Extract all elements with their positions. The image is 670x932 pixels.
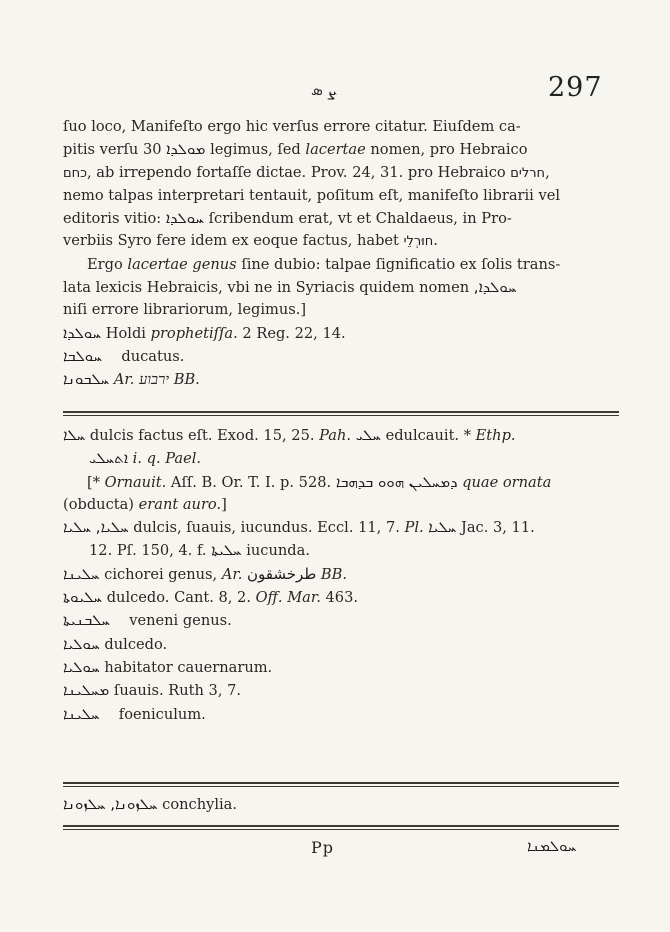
syriac-word: ܚܘܠܕܐ bbox=[165, 209, 204, 228]
note-paragraph: [* Ornauit. Aſſ. B. Or. T. I. p. 528. ܕܡܚܠܝܢ ܗܘܘ ܒܕܗܒܐ quae ornata (obducta) erant auro.] bbox=[63, 472, 552, 513]
catchword: ܚܘܠܡܢܐ bbox=[527, 837, 577, 855]
running-head-mark: ܨ ܣ bbox=[311, 81, 338, 99]
dictionary-entry: ܚܠܝܐ, ܚܠܝܐ dulcis, ſuauis, iucundus. Eccl. 11, 7. Pl. ܚܠܝܐ Jac. 3, 11. 12. Pſ. 150, 4. f. ܚܠܝܬܐ iucunda. bbox=[63, 518, 535, 560]
dictionary-entry: ܚܘܠܝܐ dulcedo. bbox=[63, 634, 168, 653]
dictionary-entry: ܚܘܠܝܐ habitator cauernarum. bbox=[63, 657, 273, 676]
section-one bbox=[63, 116, 623, 392]
dictionary-entry: ܚܘܠܕܐ Holdi prophetiſſa. 2 Reg. 22, 14. bbox=[63, 323, 346, 342]
dictionary-entry: ܚܠܐ dulcis factus eſt. Exod. 15, 25. Pah. ܚܠܝ edulcauit. * Ethp. ܐܬܚܠܝ i. q. Pael. bbox=[63, 426, 516, 468]
paragraph-one: ſuo loco, Manifeſto ergo hic verſus errore citatur. Eiuſdem ca- pitis verſu 30 ܡܘܠܕܐ legimus, ſed lacertae nomen, pro Hebraico כחם, ab irrependo fortaſſe dictae. Prov. 24, 31. pro Hebraico חרלים, nemo talpas interpretari tentauit, poſitum eſt, manifeſto librarii vel editoris vitio: ܚܘܠܕܐ ſcribendum erat, vt et Chaldaeus, in Pro- verbiis Syro fere idem ex eoque factus, habet חוּרְלֵי. bbox=[63, 118, 561, 250]
dictionary-entry: ܚܠܒܢܝܬܐ veneni genus. bbox=[63, 611, 232, 630]
section-divider bbox=[63, 411, 619, 413]
hebrew-word: כחם bbox=[63, 165, 87, 181]
section-three bbox=[63, 793, 623, 816]
syriac-word: ܚܘܠܕܐ, bbox=[473, 278, 517, 297]
dictionary-entry: ܚܠܒܘܢܐ Ar. ירבוע BB. bbox=[63, 370, 200, 389]
paragraph-two: Ergo lacertae genus ſine dubio: talpae ſignificatio ex ſolis trans- lata lexicis Hebraicis, vbi ne in Syriacis quidem nomen ܚܘܠܕܐ, niſi errore librariorum, legimus.] bbox=[63, 255, 561, 319]
dictionary-entry: ܚܠܝܘܬܐ dulcedo. Cant. 8, 2. Off. Mar. 463. bbox=[63, 588, 358, 607]
page-number: 297 bbox=[548, 72, 603, 103]
section-divider bbox=[63, 782, 619, 784]
section-divider bbox=[63, 825, 619, 827]
syriac-word: ܡܘܠܕܐ bbox=[166, 140, 206, 159]
hebrew-word: חרלים bbox=[510, 165, 546, 181]
section-divider-thin bbox=[63, 829, 619, 830]
dictionary-entry: ܚܠܝܢܐ cichorei genus, Ar. طرخشقون BB. bbox=[63, 564, 347, 583]
paragraph-one-line-1: ſuo loco, Manifeſto ergo hic verſus errore citatur. Eiuſdem ca- bbox=[63, 118, 521, 135]
section-two bbox=[63, 424, 623, 726]
dictionary-entry: ܚܘܠܒܐ ducatus. bbox=[63, 346, 185, 365]
dictionary-entry: ܚܠܙܘܢܐ, ܚܠܙܘܢܐ conchylia. bbox=[63, 795, 238, 813]
hebrew-word: חוּרְלֵי bbox=[403, 234, 434, 250]
signature-mark: Pp bbox=[311, 838, 335, 857]
section-divider-thin bbox=[63, 415, 619, 416]
section-divider-thin bbox=[63, 786, 619, 787]
dictionary-entry: ܚܠܝܢܐ foeniculum. bbox=[63, 704, 206, 723]
dictionary-entry: ܡܚܠܝܢܐ ſuauis. Ruth 3, 7. bbox=[63, 681, 242, 700]
